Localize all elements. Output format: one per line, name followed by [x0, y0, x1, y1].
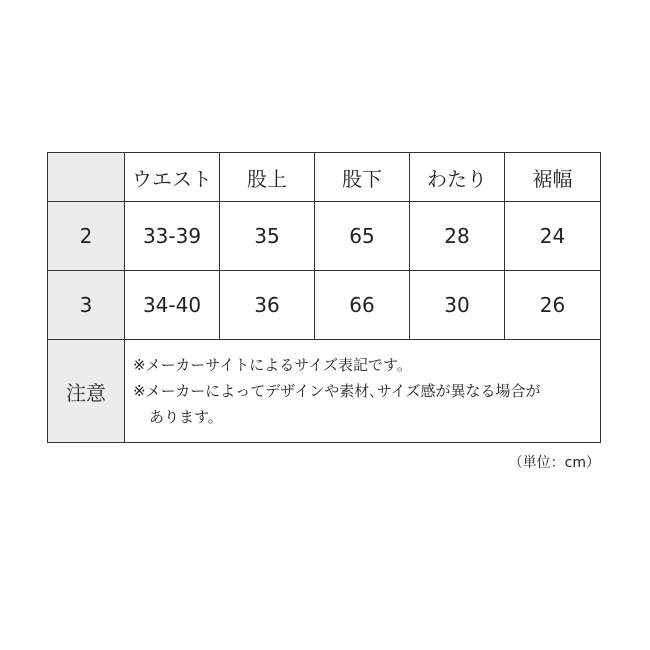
row-size-label: 2: [48, 202, 125, 271]
table-header-row: [48, 153, 601, 202]
header-thigh: わたり: [410, 153, 505, 202]
unit-label: （単位：cm）: [508, 455, 600, 471]
cell-thigh: 28: [410, 202, 505, 271]
cell-inseam: 65: [315, 202, 410, 271]
table-row: [48, 271, 601, 340]
header-hem-width: 裾幅: [505, 153, 601, 202]
note-line: ※メーカーサイトによるサイズ表記です。: [133, 356, 412, 374]
cell-hem-width: 26: [505, 271, 601, 340]
row-size-label: 3: [48, 271, 125, 340]
cell-thigh: 30: [410, 271, 505, 340]
header-inseam: 股下: [315, 153, 410, 202]
cell-waist: 33-39: [125, 202, 220, 271]
size-table: [47, 152, 601, 443]
note-line: あります。: [149, 408, 223, 426]
table-note-row: [48, 340, 601, 443]
header-rise: 股上: [220, 153, 315, 202]
header-corner-cell: [48, 153, 125, 202]
note-text: [125, 340, 601, 443]
cell-inseam: 66: [315, 271, 410, 340]
table-row: [48, 202, 601, 271]
cell-rise: 35: [220, 202, 315, 271]
note-line: ※メーカーによってデザインや素材､サイズ感が異なる場合が: [133, 382, 541, 400]
cell-rise: 36: [220, 271, 315, 340]
cell-waist: 34-40: [125, 271, 220, 340]
header-waist: ウエスト: [125, 153, 220, 202]
note-label: 注意: [48, 340, 125, 443]
cell-hem-width: 24: [505, 202, 601, 271]
